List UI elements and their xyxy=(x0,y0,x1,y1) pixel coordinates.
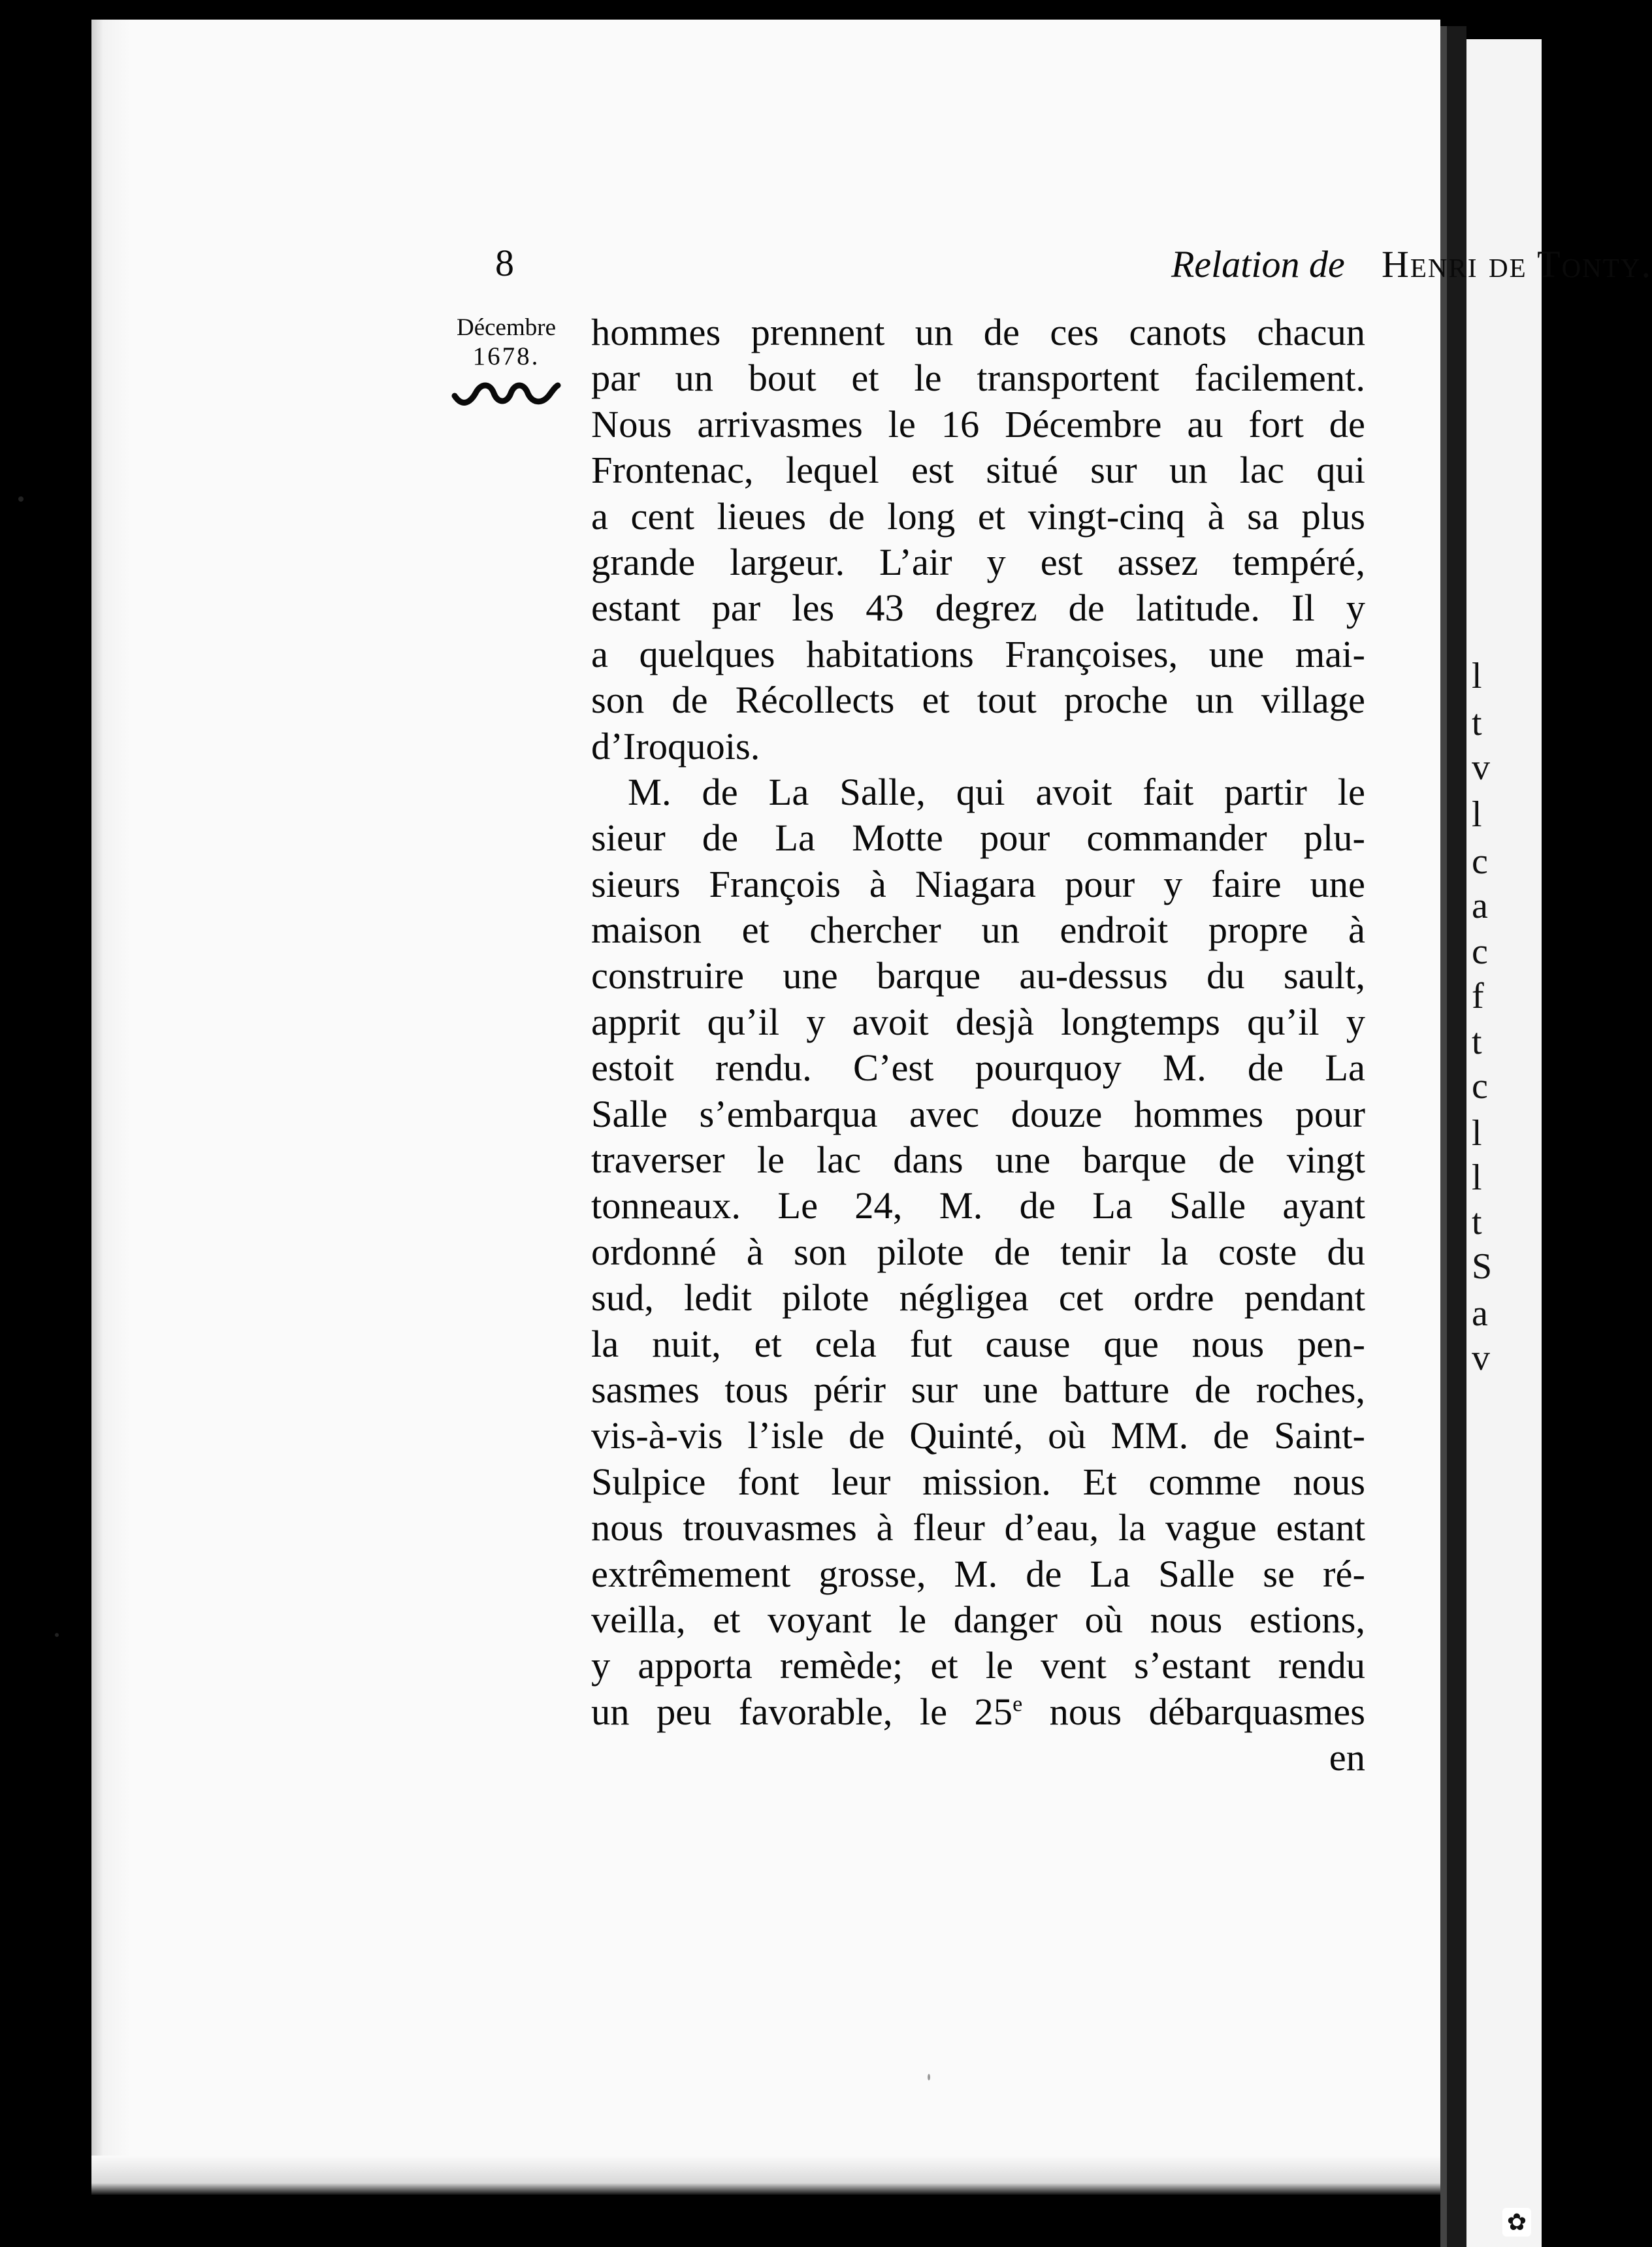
scan-speck xyxy=(928,2074,930,2080)
facing-page-letter: f xyxy=(1472,976,1484,1016)
text-line: sud, ledit pilote négligea cet ordre pendant xyxy=(591,1276,1365,1319)
text-line: extrêmement grosse, M. de La Salle se ré- xyxy=(591,1552,1365,1595)
text-line: sasmes tous périr sur une batture de roches, xyxy=(591,1368,1365,1411)
text-line: ordonné à son pilote de tenir la coste du xyxy=(591,1230,1365,1273)
text-line: la nuit, et cela fut cause que nous pen- xyxy=(591,1322,1365,1365)
text-line: M. de La Salle, qui avoit fait partir le xyxy=(628,770,1365,813)
text-line: apprit qu’il y avoit desjà longtemps qu’il y xyxy=(591,1000,1365,1043)
marginal-date-note xyxy=(441,314,572,406)
text-line: grande largeur. L’air y est assez tempéré, xyxy=(591,540,1365,583)
text-line: y apporta remède; et le vent s’estant rendu xyxy=(591,1644,1365,1687)
text-line: vis-à-vis l’isle de Quinté, où MM. de Saint- xyxy=(591,1414,1365,1457)
running-title-caps: Henri de Tonty. xyxy=(1382,243,1652,285)
text-line: nous trouvasmes à fleur d’eau, la vague estant xyxy=(591,1506,1365,1549)
text-line: Frontenac, lequel est situé sur un lac qui xyxy=(591,449,1365,492)
gutter-highlight xyxy=(1440,26,1447,2247)
text-line: en xyxy=(1329,1736,1365,1779)
superscript: e xyxy=(1012,1692,1023,1717)
text-line: tonneaux. Le 24, M. de La Salle ayant xyxy=(591,1184,1365,1227)
facing-page-letter: l xyxy=(1472,1157,1482,1198)
page-bottom-edge xyxy=(91,2156,1440,2195)
text-line: estant par les 43 degrez de latitude. Il y xyxy=(591,587,1365,630)
margin-year: 1678. xyxy=(472,342,540,370)
facing-page-letter: t xyxy=(1472,1202,1482,1242)
facing-page-letter: t xyxy=(1472,1022,1482,1062)
scan-speck xyxy=(55,1633,59,1637)
scan-speck xyxy=(18,496,24,502)
page-number: 8 xyxy=(495,242,514,284)
text-line: Salle s’embarqua avec douze hommes pour xyxy=(591,1092,1365,1135)
text-line: estoit rendu. C’est pourquoy M. de La xyxy=(591,1046,1365,1090)
facing-page-letter: S xyxy=(1472,1246,1493,1287)
corner-stamp-icon: ✿ xyxy=(1502,2208,1531,2237)
text-line: Nous arrivasmes le 16 Décembre au fort de xyxy=(591,402,1365,445)
flourish-ornament-icon xyxy=(451,376,562,406)
text-line: Sulpice font leur mission. Et comme nous xyxy=(591,1460,1365,1503)
facing-page-letter: a xyxy=(1472,1293,1488,1334)
facing-page-letter: v xyxy=(1472,747,1490,788)
text-line: son de Récollects et tout proche un village xyxy=(591,679,1365,722)
text-line: hommes prennent un de ces canots chacun xyxy=(591,311,1365,353)
text-line: par un bout et le transportent facilement. xyxy=(591,357,1365,400)
text-line: a cent lieues de long et vingt-cinq à sa plus xyxy=(591,494,1365,538)
text-line: a quelques habitations Françoises, une mai- xyxy=(591,632,1365,675)
text-line: d’Iroquois. xyxy=(591,724,760,768)
facing-page-letter: l xyxy=(1472,794,1482,835)
facing-page-letter: l xyxy=(1472,1113,1482,1154)
text-line: sieurs François à Niagara pour y faire une xyxy=(591,862,1365,905)
body-text xyxy=(591,310,1365,1781)
text-fragment: un peu favorable, le 25 xyxy=(591,1690,1013,1733)
facing-page-letter: c xyxy=(1472,1066,1488,1107)
text-line: sieur de La Motte pour commander plu- xyxy=(591,816,1365,860)
page-deckle-edge xyxy=(91,20,222,2195)
facing-page-letter: a xyxy=(1472,886,1488,926)
margin-month: Décembre xyxy=(456,314,556,341)
facing-page-letter: c xyxy=(1472,841,1488,882)
facing-page-letter: v xyxy=(1472,1338,1490,1378)
facing-page-letter: l xyxy=(1472,656,1482,696)
text-line: veilla, et voyant le danger où nous estions, xyxy=(591,1598,1365,1641)
text-line: maison et chercher un endroit propre à xyxy=(591,909,1365,952)
facing-page-letter: c xyxy=(1472,931,1488,972)
facing-page-letter: t xyxy=(1472,703,1482,743)
running-title-italic: Relation de xyxy=(1171,243,1345,285)
text-line: traverser le lac dans une barque de vingt xyxy=(591,1139,1365,1182)
text-line: construire une barque au-dessus du sault, xyxy=(591,954,1365,997)
text-fragment: nous débarquasmes xyxy=(1022,1690,1365,1733)
facing-page-edge xyxy=(1466,39,1542,2247)
text-line xyxy=(591,1689,1365,1735)
